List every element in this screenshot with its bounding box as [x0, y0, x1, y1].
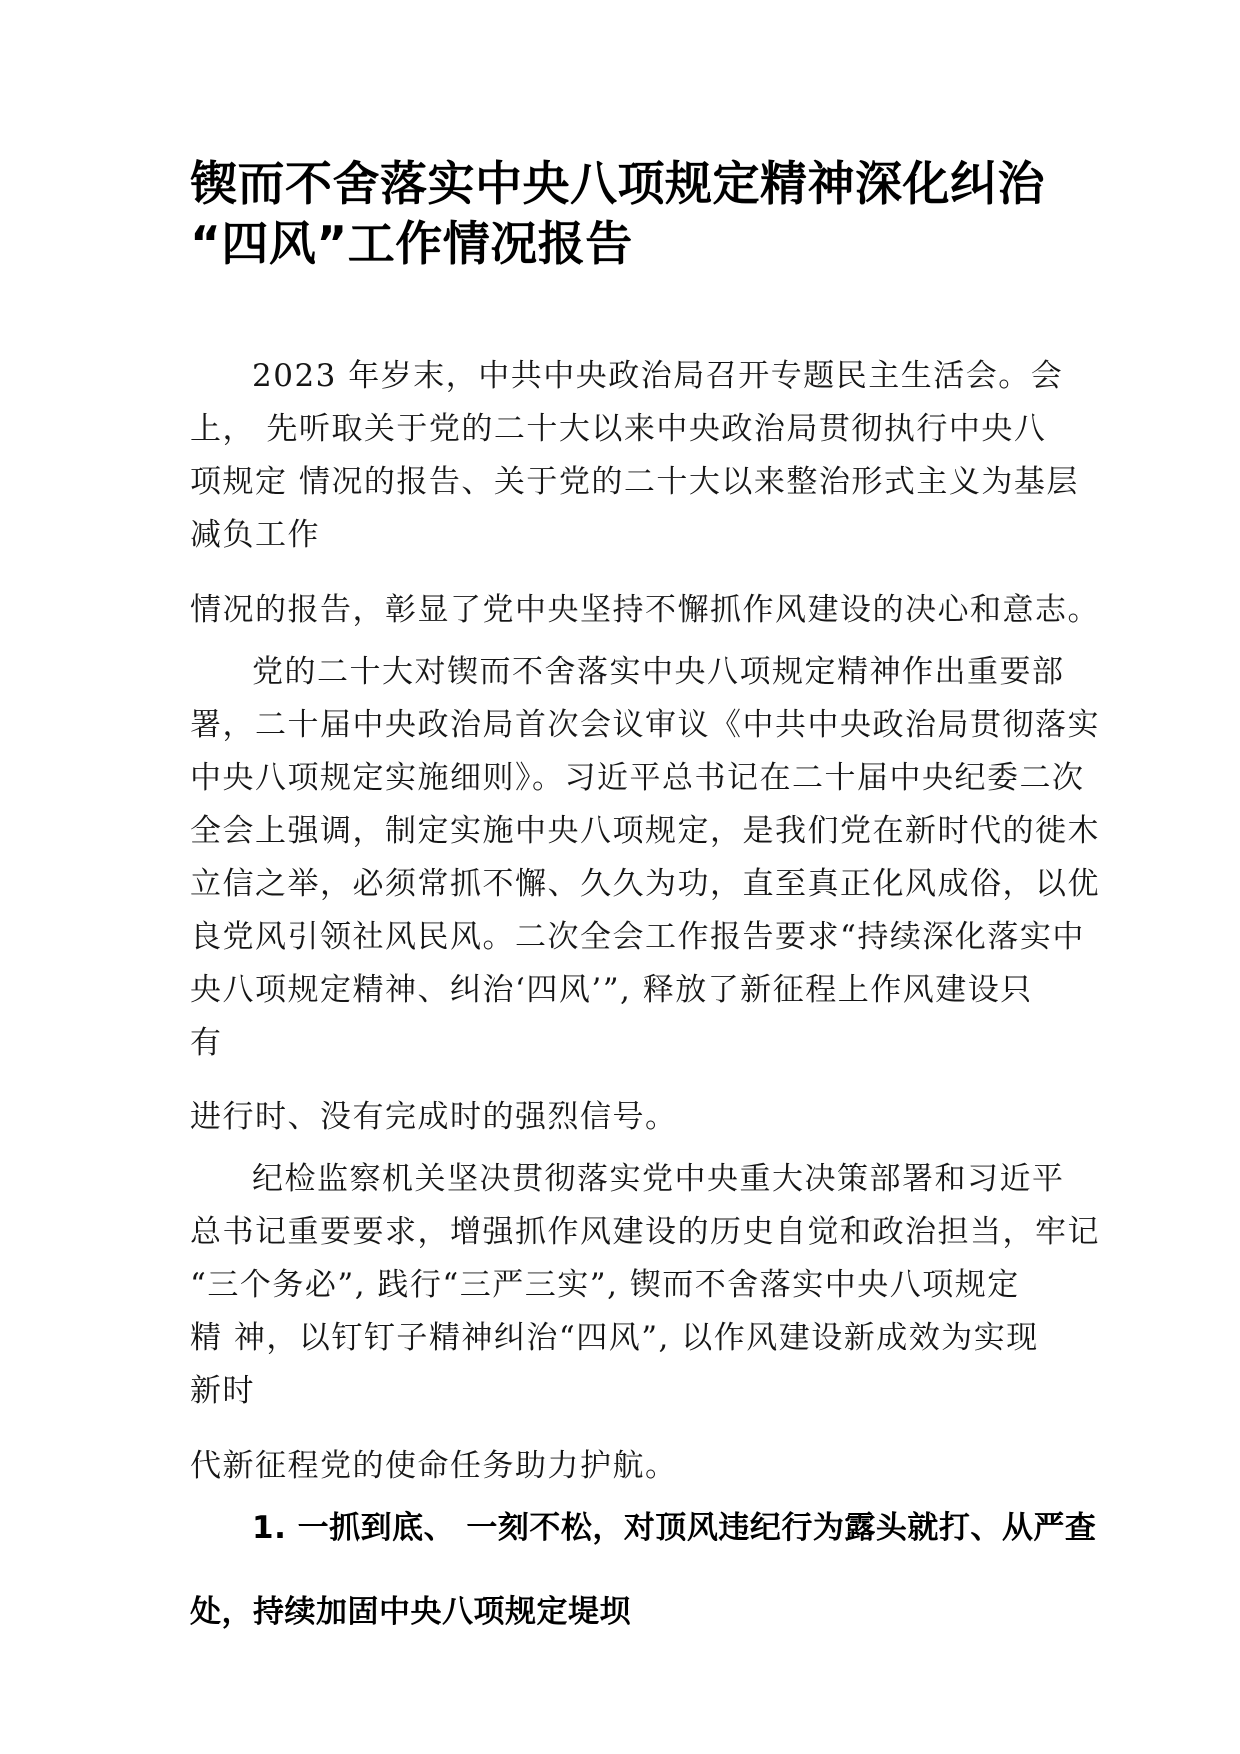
paragraph-line: 精 神，以钉钉子精神纠治“四风”, 以作风建设新成效为实现	[190, 1320, 1039, 1356]
paragraph-line: 减负工作	[190, 517, 320, 553]
paragraph-line: 署，二十届中央政治局首次会议审议《中共中央政治局贯彻落实	[190, 707, 1100, 743]
title-line-1: 锲而不舍落实中央八项规定精神深化纠治	[190, 157, 1045, 212]
paragraph-line: 央八项规定精神、纠治‘四风’”, 释放了新征程上作风建设只	[190, 972, 1033, 1008]
paragraph-line: 进行时、没有完成时的强烈信号。	[190, 1099, 678, 1135]
section-heading-line: 处，持续加固中央八项规定堤坝	[190, 1594, 631, 1630]
title-line-2: “四风”工作情况报告	[190, 217, 633, 272]
paragraph-line: 代新征程党的使命任务助力护航。	[190, 1448, 678, 1484]
document-title	[190, 155, 1070, 275]
paragraph-line: 全会上强调，制定实施中央八项规定，是我们党在新时代的徙木	[190, 813, 1100, 849]
paragraph-line: 有	[190, 1025, 223, 1061]
paragraph-line: 纪检监察机关坚决贯彻落实党中央重大决策部署和习近平	[252, 1161, 1065, 1197]
section-heading-line: 1. 一抓到底、 一刻不松，对顶风违纪行为露头就打、从严查	[252, 1510, 1097, 1546]
paragraph-line: 情况的报告，彰显了党中央坚持不懈抓作风建设的决心和意志。	[190, 592, 1100, 628]
paragraph-line: 立信之举，必须常抓不懈、久久为功，直至真正化风成俗，以优	[190, 866, 1100, 902]
paragraph-line: 总书记重要要求，增强抓作风建设的历史自觉和政治担当，牢记	[190, 1214, 1100, 1250]
paragraph-line: 2023 年岁末，中共中央政治局召开专题民主生活会。会	[252, 358, 1064, 394]
paragraph-line: “三个务必”, 践行“三严三实”, 锲而不舍落实中央八项规定	[190, 1267, 1020, 1303]
paragraph-line: 新时	[190, 1373, 255, 1409]
paragraph-line: 良党风引领社风民风。二次全会工作报告要求“持续深化落实中	[190, 919, 1085, 955]
paragraph-line: 项规定 情况的报告、关于党的二十大以来整治形式主义为基层	[190, 464, 1079, 500]
paragraph-line: 党的二十大对锲而不舍落实中央八项规定精神作出重要部	[252, 654, 1065, 690]
paragraph-line: 上， 先听取关于党的二十大以来中央政治局贯彻执行中央八	[190, 411, 1047, 447]
paragraph-line: 中央八项规定实施细则》。习近平总书记在二十届中央纪委二次	[190, 760, 1085, 796]
